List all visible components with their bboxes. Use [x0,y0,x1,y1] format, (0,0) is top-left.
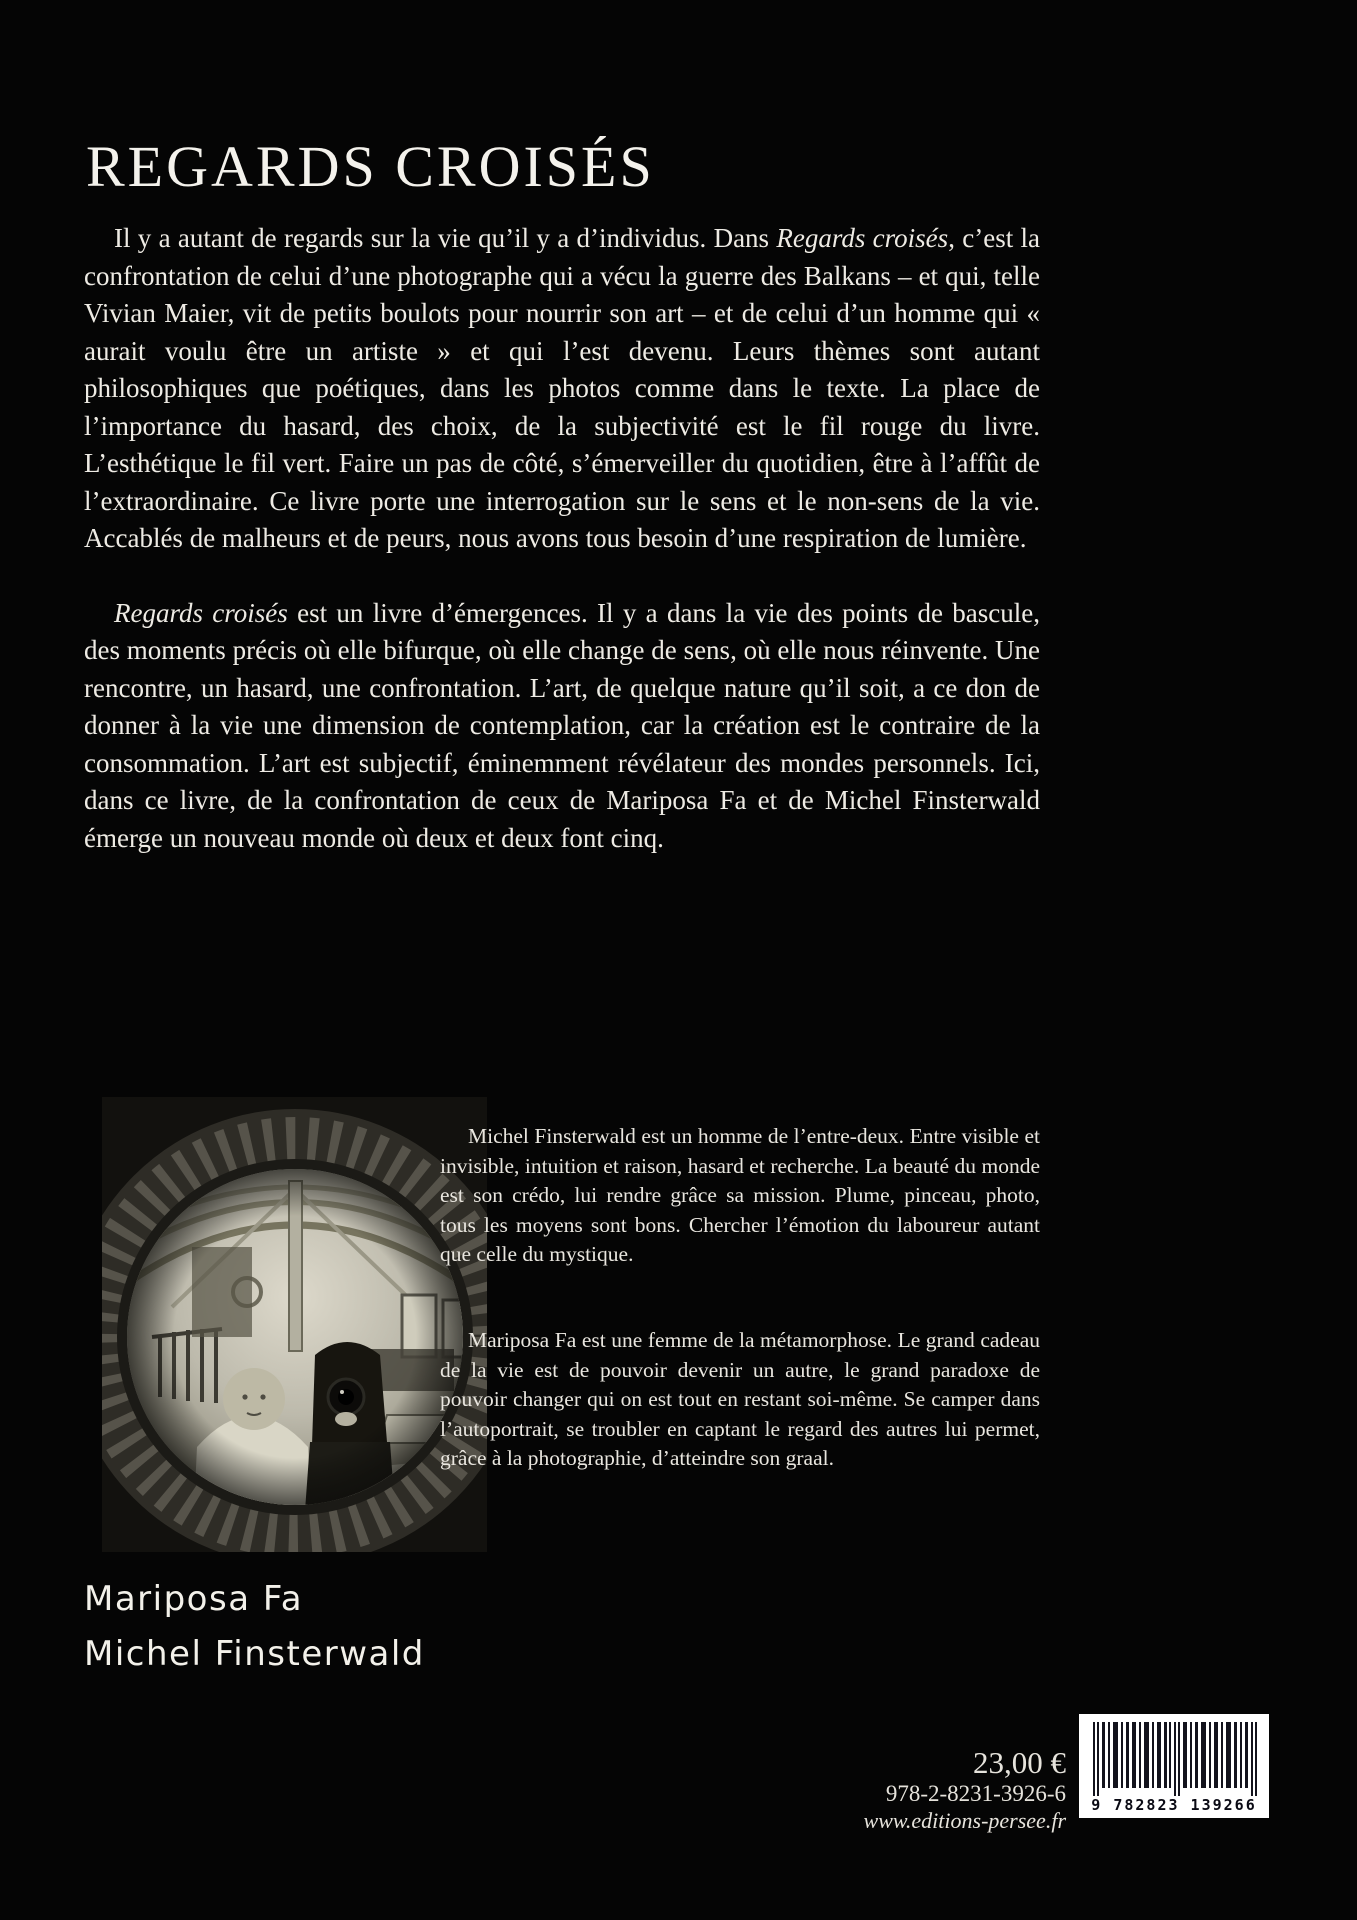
price: 23,00 € [973,1745,1066,1780]
book-title: REGARDS CROISÉS [86,133,655,199]
bio-michel-finsterwald: Michel Finsterwald est un homme de l’entre-deux. Entre visible et invisible, intuition et raison, hasard et recherche. La beauté du monde est son crédo, lui rendre grâce sa mission. Plume, pinceau, photo, tous les moyens sont bons. Chercher l’émotion du laboureur autant que celle du mystique. [440,1124,1040,1267]
synopsis-paragraph-2: Regards croisés est un livre d’émergences. Il y a dans la vie des points de bascule, des moments précis où elle bifurque, où elle change de sens, où elle nous réinvente. Une rencontre, un hasard, une confrontation. L’art, de quelque nature qu’il soit, a ce don de donner à la vie une dimension de contemplation, car la création est le contraire de la consommation. L’art est subjectif, éminemment révélateur des mondes personnels. Ici, dans ce livre, de la confrontation de ceux de Mariposa Fa et de Michel Finsterwald émerge un nouveau monde où deux et deux font cinq. [84,597,1040,853]
synopsis-paragraph-1: Il y a autant de regards sur la vie qu’il y a d’individus. Dans Regards croisés, c’est la confrontation de celui d’une photographe qui a vécu la guerre des Balkans – et qui, telle Vivian Maier, vit de petits boulots pour nourrir son art – et de celui d’un homme qui « aurait voulu être un artiste » et qui l’est devenu. Leurs thèmes sont autant philosophiques que poétiques, dans les photos comme dans le texte. La place de l’importance du hasard, des choix, de la subjectivité est le fil rouge du livre. L’esthétique le fil vert. Faire un pas de côté, s’émerveiller du quotidien, être à l’affût de l’extraordinaire. Ce livre porte une interrogation sur le sens et le non-sens de la vie. Accablés de malheurs et de peurs, nous avons tous besoin d’une respiration de lumière. [84,223,1041,553]
author-name-michel-finsterwald: Michel Finsterwald [84,1634,425,1674]
author-bios [440,1122,1040,1530]
pricing-block [864,1746,1066,1834]
author-photo [102,1097,487,1552]
publisher-website: www.editions-persee.fr [863,1808,1066,1833]
synopsis [84,220,1040,894]
barcode [1079,1714,1269,1818]
fisheye-mirror-photo [102,1097,487,1552]
isbn: 978-2-8231-3926-6 [885,1781,1066,1806]
author-names [84,1572,425,1682]
bio-mariposa-fa: Mariposa Fa est une femme de la métamorphose. Le grand cadeau de la vie est de pouvoir devenir un autre, le grand paradoxe de pouvoir changer qui on est tout en restant soi-même. Se camper dans l’autoportrait, se troubler en captant le regard des autres lui permet, grâce à la photographie, d’atteindre son graal. [440,1327,1040,1471]
barcode-digits: 9 782823 139266 [1091,1796,1257,1814]
author-name-mariposa-fa: Mariposa Fa [84,1579,304,1619]
